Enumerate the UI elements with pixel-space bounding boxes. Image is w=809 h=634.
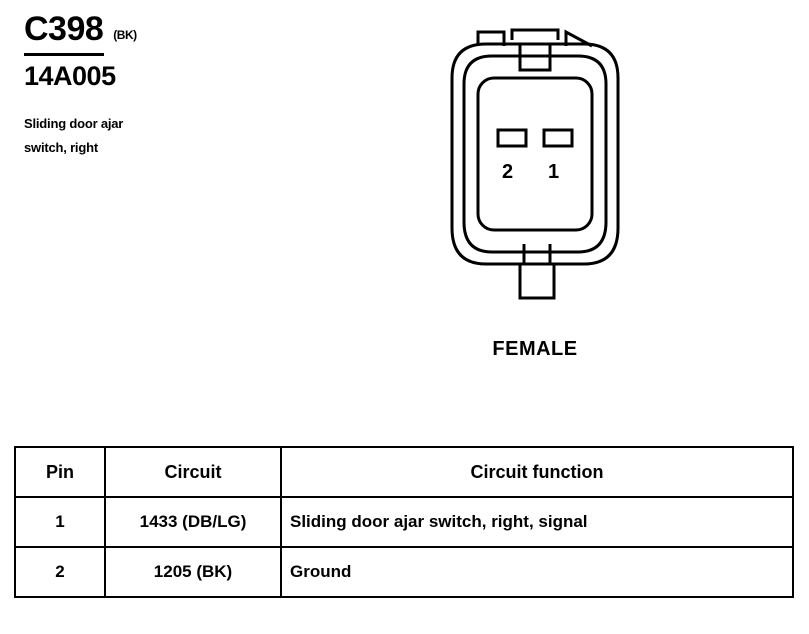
cavity-label-2: 2 (502, 161, 514, 183)
connector-description (24, 112, 284, 161)
connector-view-label: FEMALE (492, 338, 578, 360)
cavity-label-1: 1 (548, 161, 560, 183)
connector-outline-svg (420, 18, 650, 338)
top-center-tab (512, 30, 558, 40)
table-header-circuit-function: Circuit function (281, 447, 793, 497)
title-underline-rule (24, 53, 104, 56)
connector-id: C398 (24, 10, 104, 48)
cell-circuit-function: Sliding door ajar switch, right, signal (281, 497, 793, 547)
connector-description-line-1: Sliding door ajar (24, 115, 124, 131)
table-header-pin: Pin (15, 447, 105, 497)
part-number: 14A005 (24, 61, 116, 91)
table-row (15, 497, 793, 547)
cell-circuit: 1205 (BK) (105, 547, 281, 597)
cavity-2 (498, 130, 526, 146)
connector-cavity-housing (478, 78, 592, 230)
cavity-1 (544, 130, 572, 146)
cell-pin: 1 (15, 497, 105, 547)
connector-id-row (24, 12, 284, 46)
connector-illustration (420, 18, 650, 338)
connector-header (24, 12, 284, 161)
connector-description-line-2: switch, right (24, 140, 98, 156)
connector-color-code: (BK) (113, 28, 137, 42)
cell-circuit-function: Ground (281, 547, 793, 597)
pin-table (14, 446, 794, 598)
cell-pin: 2 (15, 547, 105, 597)
bottom-keyway (520, 264, 554, 298)
cell-circuit: 1433 (DB/LG) (105, 497, 281, 547)
connector-inner-shell (464, 56, 606, 252)
table-header-circuit: Circuit (105, 447, 281, 497)
table-row (15, 547, 793, 597)
table-header-row (15, 447, 793, 497)
